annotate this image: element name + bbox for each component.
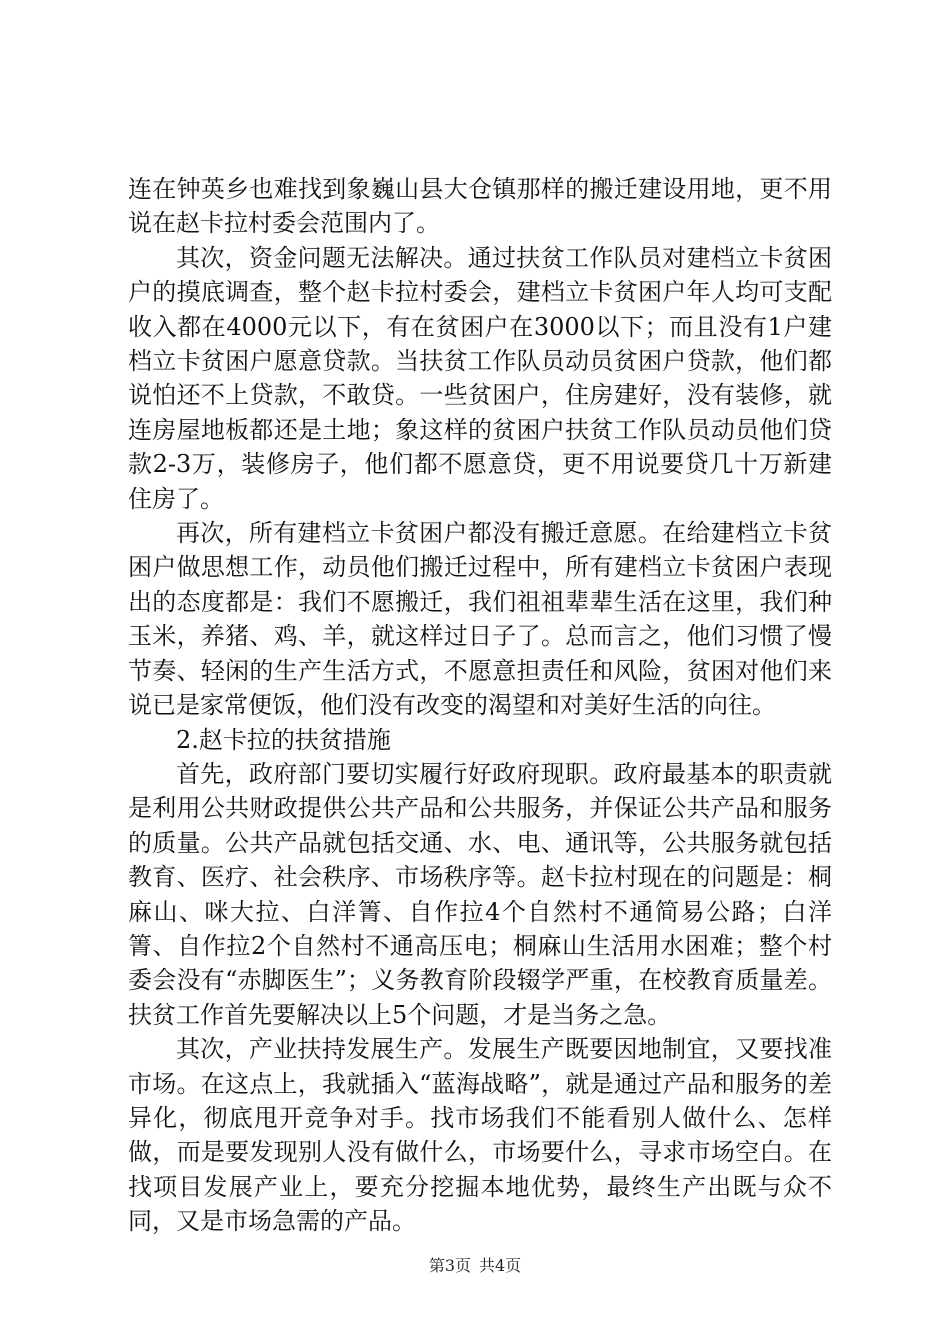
paragraph-relocation-willingness: 再次，所有建档立卡贫困户都没有搬迁意愿。在给建档立卡贫困户做思想工作，动员他们搬迁过程中，所有建档立卡贫困户表现出的态度都是：我们不愿搬迁，我们祖祖辈辈生活在这里，我们种玉米，养猪、鸡、羊，就这样过日子了。总而言之，他们习惯了慢节奏、轻闲的生产生活方式，不愿意担责任和风险，贫困对他们来说已是家常便饭，他们没有改变的渴望和对美好生活的向往。 (128, 519, 832, 720)
paragraph-government-duty: 首先，政府部门要切实履行好政府现职。政府最基本的职责就是利用公共财政提供公共产品和公共服务，并保证公共产品和服务的质量。公共产品就包括交通、水、电、通讯等，公共服务就包括教育、医疗、社会秩序、市场秩序等。赵卡拉村现在的问题是：桐麻山、咪大拉、白洋箐、自作拉4个自然村不通简易公路；白洋箐、自作拉2个自然村不通高压电；桐麻山生活用水困难；整个村委会没有“赤脚医生”；义务教育阶段辍学严重，在校教育质量差。扶贫工作首先要解决以上5个问题，才是当务之急。 (128, 759, 832, 1029)
page-total: 共4页 (479, 1256, 522, 1275)
section-heading: 2.赵卡拉的扶贫措施 (176, 725, 391, 754)
document-body (128, 172, 832, 1239)
paragraph-funding: 其次，资金问题无法解决。通过扶贫工作队员对建档立卡贫困户的摸底调查，整个赵卡拉村委会，建档立卡贫困户年人均可支配收入都在4000元以下，有在贫困户在3000以下；而且没有1户建档立卡贫困户愿意贷款。当扶贫工作队员动员贫困户贷款，他们都说怕还不上贷款，不敢贷。一些贫困户，住房建好，没有装修，就连房屋地板都还是土地；象这样的贫困户扶贫工作队员动员他们贷款2-3万，装修房子，他们都不愿意贷，更不用说要贷几十万新建住房了。 (128, 243, 832, 513)
page-number: 第3页 (428, 1256, 471, 1275)
page-footer (0, 1253, 950, 1276)
paragraph-industry-support: 其次，产业扶持发展生产。发展生产既要因地制宜，又要找准市场。在这点上，我就插入“蓝海战略”，就是通过产品和服务的差异化，彻底甩开竞争对手。找市场我们不能看别人做什么、怎样做，而是要发现别人没有做什么，市场要什么，寻求市场空白。在找项目发展产业上，要充分挖掘本地优势，最终生产出既与众不同，又是市场急需的产品。 (128, 1035, 832, 1236)
paragraph-continuation: 连在钟英乡也难找到象巍山县大仓镇那样的搬迁建设用地，更不用说在赵卡拉村委会范围内了。 (128, 175, 832, 238)
